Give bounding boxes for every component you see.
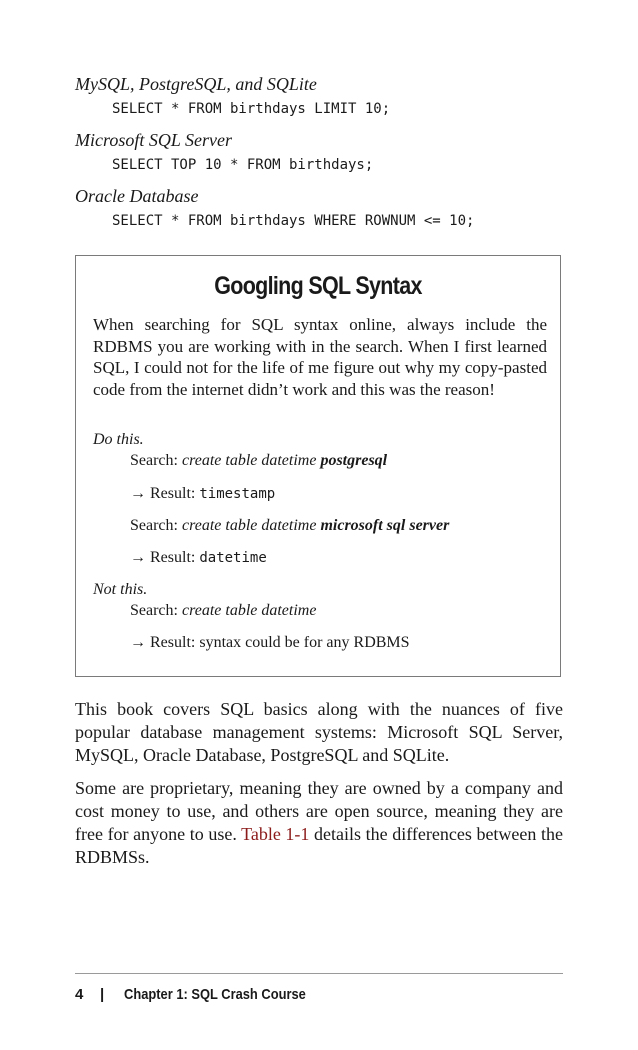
sidebar-box bbox=[75, 255, 561, 677]
body-paragraph-2: Some are proprietary, meaning they are owned by a company and cost money to use, and others are open source, meaning they are free for anyone to use. Table 1-1 details the differences between the RDBMSs. bbox=[75, 778, 563, 867]
chapter-title: Chapter 1: SQL Crash Course bbox=[124, 986, 306, 1003]
example-code-sqlserver: SELECT TOP 10 * FROM birthdays; bbox=[112, 157, 374, 173]
sidebar-title: Googling SQL Syntax bbox=[214, 272, 422, 300]
not-this-label: Not this. bbox=[93, 581, 148, 598]
do-this-label: Do this. bbox=[93, 431, 144, 448]
example-label-mysql: MySQL, PostgreSQL, and SQLite bbox=[75, 74, 317, 94]
arrow-icon: → bbox=[130, 549, 146, 566]
footer-separator: | bbox=[100, 986, 105, 1003]
example-label-oracle: Oracle Database bbox=[75, 186, 199, 206]
page-number: 4 bbox=[75, 986, 84, 1003]
arrow-icon: → bbox=[130, 634, 146, 651]
result-line-3: → Result: syntax could be for any RDBMS bbox=[130, 634, 410, 651]
result-line-2: → Result: datetime bbox=[130, 549, 267, 566]
body-paragraph-1: This book covers SQL basics along with the nuances of five popular database management systems: Microsoft SQL Server, MySQL, Oracle Database, PostgreSQL and SQLite. bbox=[75, 699, 563, 765]
sidebar-intro: When searching for SQL syntax online, always include the RDBMS you are working with in the search. When I first learned SQL, I could not for the life of me figure out why my copy-pasted code from the internet didn’t work and this was the reason! bbox=[93, 315, 547, 399]
table-link[interactable]: Table 1-1 bbox=[241, 824, 310, 844]
search-line-2: Search: create table datetime microsoft sql server bbox=[130, 517, 450, 534]
example-label-sqlserver: Microsoft SQL Server bbox=[75, 130, 232, 150]
result-line-1: → Result: timestamp bbox=[130, 485, 276, 502]
search-line-3: Search: create table datetime bbox=[130, 602, 317, 619]
arrow-icon: → bbox=[130, 485, 146, 502]
example-code-mysql: SELECT * FROM birthdays LIMIT 10; bbox=[112, 101, 391, 117]
example-code-oracle: SELECT * FROM birthdays WHERE ROWNUM <= 10; bbox=[112, 213, 475, 229]
search-line-1: Search: create table datetime postgresql bbox=[130, 452, 388, 469]
footer-rule bbox=[75, 973, 563, 974]
